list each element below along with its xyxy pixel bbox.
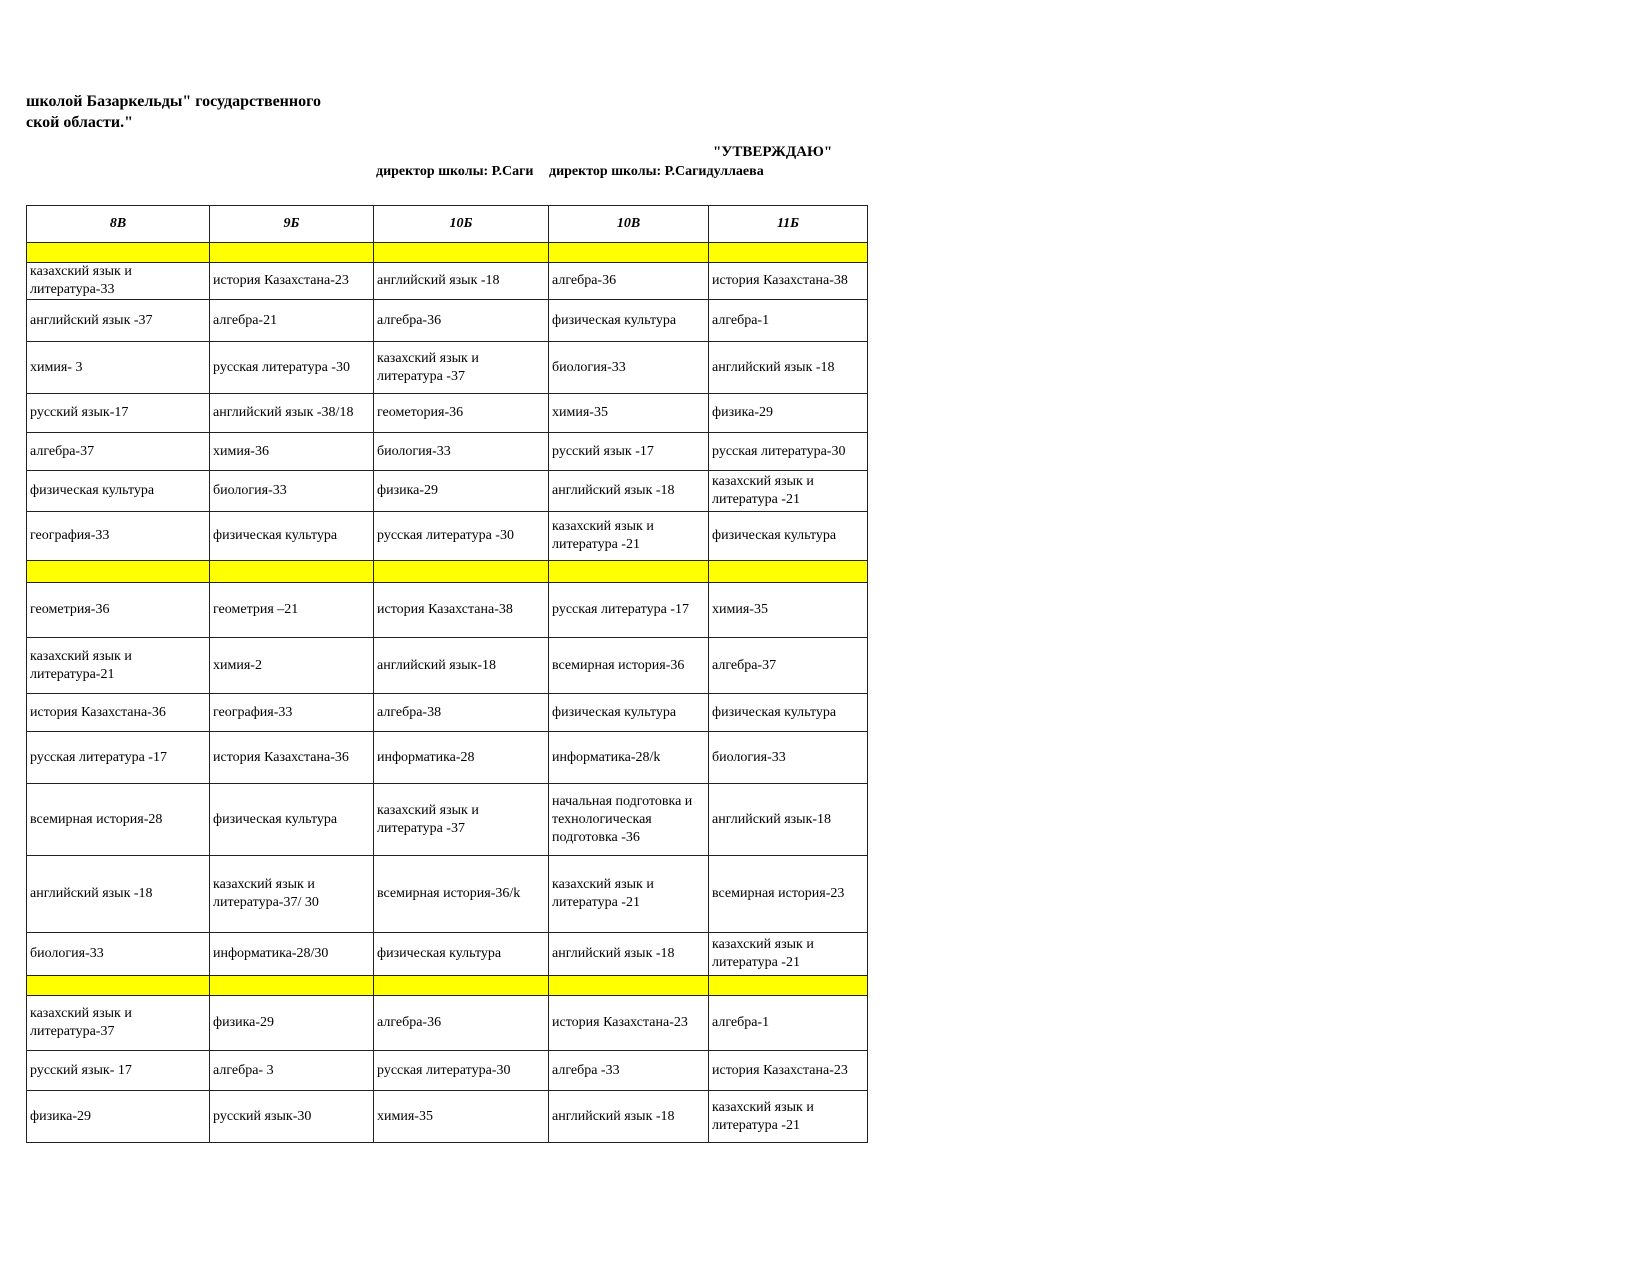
- table-cell: информатика-28/30: [210, 933, 374, 976]
- table-cell: казахский язык и литература -21: [549, 856, 709, 933]
- table-cell: геометрия –21: [210, 583, 374, 638]
- table-cell: химия-2: [210, 638, 374, 694]
- break-cell: [210, 561, 374, 583]
- table-cell: алгебра -33: [549, 1051, 709, 1091]
- table-cell: алгебра-36: [549, 263, 709, 300]
- table-row: [27, 263, 868, 300]
- table-cell: казахский язык и литература -21: [709, 1091, 868, 1143]
- table-cell: биология-33: [374, 433, 549, 471]
- table-cell: физика-29: [374, 471, 549, 512]
- table-cell: биология-33: [27, 933, 210, 976]
- table-cell: русская литература -17: [549, 583, 709, 638]
- table-cell: алгебра- 3: [210, 1051, 374, 1091]
- table-row: [27, 856, 868, 933]
- table-cell: русская литература-30: [709, 433, 868, 471]
- table-cell: всемирная история-36/k: [374, 856, 549, 933]
- table-cell: география-33: [210, 694, 374, 732]
- table-cell: английский язык -18: [709, 342, 868, 394]
- table-cell: алгебра-38: [374, 694, 549, 732]
- table-cell: физическая культура: [210, 512, 374, 561]
- director-label: директор школы: Р.Сагидуллаева: [549, 164, 764, 179]
- table-cell: геометория-36: [374, 394, 549, 433]
- table-cell: физическая культура: [709, 694, 868, 732]
- table-cell: казахский язык и литература -37: [374, 342, 549, 394]
- table-row: [27, 732, 868, 784]
- table-cell: физическая культура: [27, 471, 210, 512]
- table-cell: информатика-28/k: [549, 732, 709, 784]
- table-row: [27, 694, 868, 732]
- table-cell: физическая культура: [549, 694, 709, 732]
- table-cell: физика-29: [27, 1091, 210, 1143]
- table-cell: казахский язык и литература-37: [27, 996, 210, 1051]
- column-header: 8В: [27, 206, 210, 243]
- table-row: [27, 933, 868, 976]
- break-cell: [709, 243, 868, 263]
- table-cell: история Казахстана-23: [549, 996, 709, 1051]
- table-cell: алгебра-1: [709, 300, 868, 342]
- table-row: [27, 300, 868, 342]
- table-cell: английский язык -18: [549, 471, 709, 512]
- table-cell: биология-33: [210, 471, 374, 512]
- break-cell: [374, 976, 549, 996]
- table-cell: химия-36: [210, 433, 374, 471]
- table-cell: русская литература -30: [374, 512, 549, 561]
- table-cell: казахский язык и литература -21: [709, 471, 868, 512]
- break-row: [27, 976, 868, 996]
- table-cell: казахский язык и литература-21: [27, 638, 210, 694]
- table-cell: казахский язык и литература-33: [27, 263, 210, 300]
- table-row: [27, 996, 868, 1051]
- table-cell: история Казахстана-23: [210, 263, 374, 300]
- table-row: [27, 512, 868, 561]
- table-cell: английский язык -18: [549, 1091, 709, 1143]
- schedule-table: [26, 205, 868, 1143]
- table-cell: физическая культура: [210, 784, 374, 856]
- table-row: [27, 342, 868, 394]
- table-cell: русский язык -17: [549, 433, 709, 471]
- table-cell: физика-29: [210, 996, 374, 1051]
- table-cell: английский язык-18: [709, 784, 868, 856]
- table-row: [27, 1051, 868, 1091]
- table-cell: история Казахстана-36: [27, 694, 210, 732]
- table-body: [27, 243, 868, 1143]
- table-header-row: [27, 206, 868, 243]
- table-cell: всемирная история-23: [709, 856, 868, 933]
- table-cell: история Казахстана-38: [374, 583, 549, 638]
- table-cell: геометрия-36: [27, 583, 210, 638]
- break-cell: [549, 561, 709, 583]
- table-row: [27, 1091, 868, 1143]
- table-row: [27, 433, 868, 471]
- table-cell: английский язык-18: [374, 638, 549, 694]
- break-cell: [374, 561, 549, 583]
- table-cell: казахский язык и литература -37: [374, 784, 549, 856]
- table-cell: алгебра-36: [374, 300, 549, 342]
- header-line-1: школой Базаркельды" государственного: [26, 93, 321, 110]
- table-cell: английский язык -18: [549, 933, 709, 976]
- break-cell: [27, 976, 210, 996]
- table-cell: алгебра-37: [27, 433, 210, 471]
- table-cell: русский язык-30: [210, 1091, 374, 1143]
- column-header: 9Б: [210, 206, 374, 243]
- column-header: 10Б: [374, 206, 549, 243]
- table-cell: русский язык- 17: [27, 1051, 210, 1091]
- table-cell: физическая культура: [709, 512, 868, 561]
- break-cell: [210, 243, 374, 263]
- table-cell: информатика-28: [374, 732, 549, 784]
- table-cell: казахский язык и литература -21: [549, 512, 709, 561]
- table-cell: русская литература -17: [27, 732, 210, 784]
- break-cell: [27, 561, 210, 583]
- table-cell: английский язык -18: [374, 263, 549, 300]
- table-cell: биология-33: [709, 732, 868, 784]
- table-cell: история Казахстана-38: [709, 263, 868, 300]
- table-cell: алгебра-37: [709, 638, 868, 694]
- table-cell: история Казахстана-36: [210, 732, 374, 784]
- table-cell: русская литература-30: [374, 1051, 549, 1091]
- table-cell: химия-35: [549, 394, 709, 433]
- table-cell: алгебра-36: [374, 996, 549, 1051]
- break-cell: [549, 243, 709, 263]
- break-cell: [549, 976, 709, 996]
- table-row: [27, 583, 868, 638]
- table-cell: биология-33: [549, 342, 709, 394]
- table-cell: алгебра-1: [709, 996, 868, 1051]
- table-row: [27, 784, 868, 856]
- table-row: [27, 638, 868, 694]
- table-cell: английский язык -38/18: [210, 394, 374, 433]
- table-cell: химия-35: [709, 583, 868, 638]
- break-row: [27, 243, 868, 263]
- table-cell: русский язык-17: [27, 394, 210, 433]
- column-header: 11Б: [709, 206, 868, 243]
- break-cell: [709, 561, 868, 583]
- break-cell: [27, 243, 210, 263]
- column-header: 10В: [549, 206, 709, 243]
- break-cell: [709, 976, 868, 996]
- break-cell: [210, 976, 374, 996]
- table-cell: физическая культура: [549, 300, 709, 342]
- table-cell: английский язык -37: [27, 300, 210, 342]
- table-cell: география-33: [27, 512, 210, 561]
- table-cell: казахский язык и литература -21: [709, 933, 868, 976]
- table-cell: всемирная история-36: [549, 638, 709, 694]
- table-cell: русская литература -30: [210, 342, 374, 394]
- table-cell: начальная подготовка и технологическая подготовка -36: [549, 784, 709, 856]
- table-cell: казахский язык и литература-37/ 30: [210, 856, 374, 933]
- table-cell: алгебра-21: [210, 300, 374, 342]
- table-cell: история Казахстана-23: [709, 1051, 868, 1091]
- table-row: [27, 471, 868, 512]
- header-line-2: ской области.": [26, 114, 133, 131]
- approve-label: "УТВЕРЖДАЮ": [713, 144, 833, 160]
- table-cell: химия-35: [374, 1091, 549, 1143]
- table-cell: физика-29: [709, 394, 868, 433]
- break-cell: [374, 243, 549, 263]
- table-row: [27, 394, 868, 433]
- director-label-truncated: директор школы: Р.Саги: [376, 164, 534, 179]
- table-cell: всемирная история-28: [27, 784, 210, 856]
- break-row: [27, 561, 868, 583]
- table-cell: физическая культура: [374, 933, 549, 976]
- table-cell: химия- 3: [27, 342, 210, 394]
- table-cell: английский язык -18: [27, 856, 210, 933]
